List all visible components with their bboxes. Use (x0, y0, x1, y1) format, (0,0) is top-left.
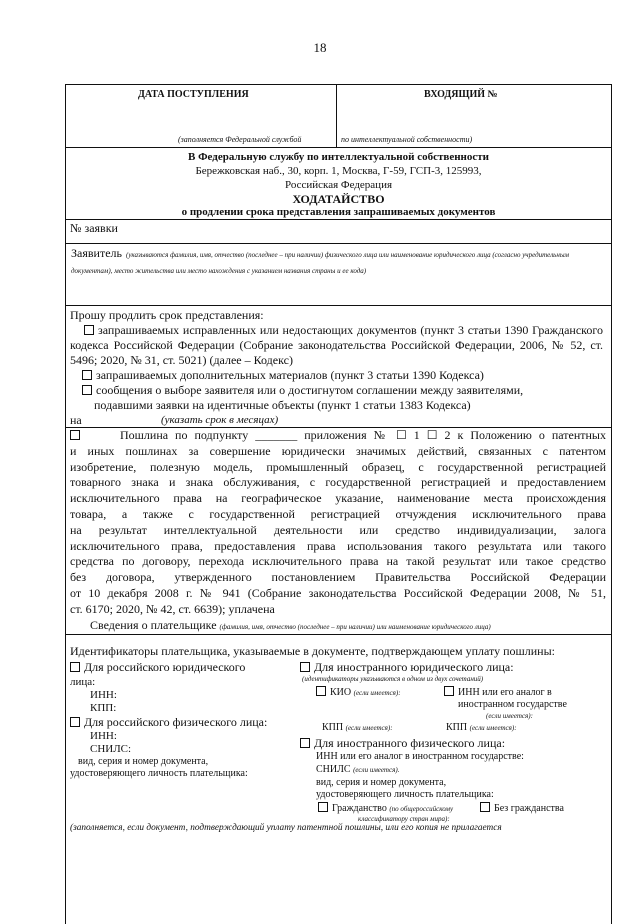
applicant-section (66, 246, 611, 278)
address-line-1: В Федеральную службу по интеллектуальной собственности (187, 151, 489, 163)
page-number: 18 (313, 40, 327, 55)
checkbox-kio[interactable] (316, 686, 326, 696)
fee-line-1: Пошлина по подпункту _______ приложения № ☐ 1 ☐ 2 к Положению о патентных (70, 428, 606, 444)
fee-line-8: исключительного права, предоставления права использования такого результата или такого (70, 538, 606, 553)
fee-line-10: без договора, утвержденного постановлением Правительства Российской Федерации (70, 570, 606, 585)
option-3-text-1: сообщения о выборе заявителя или о достигнутом соглашении между заявителями, (96, 383, 524, 397)
ru-legal-label-2: лица: (70, 676, 96, 688)
fee-line-3: изобретение, полезную модель, промышленный образец, с государственной регистрацией (70, 459, 606, 474)
checkbox-citizenship[interactable] (318, 802, 328, 812)
payer-note: (фамилия, имя, отчество (последнее – при наличии) или наименование юридического лица) (219, 622, 491, 631)
inn-foreign-label: ИНН или его аналог в (458, 687, 552, 698)
checkbox-inn-foreign[interactable] (444, 686, 454, 696)
kpp-foreign-1-label: КПП (322, 722, 344, 733)
fee-line-11: от 10 декабря 2008 г. № 941 (Собрание законодательства Российской Федерации 2008, № 51, (70, 585, 606, 600)
fee-line-6: товара, а также с государственной регистрацией отчуждения исключительного права (70, 506, 606, 521)
fee-line-2: и иных пошлинах за совершение юридически значимых действий, связанных с патентом (70, 443, 606, 458)
applicant-label: Заявитель (71, 246, 122, 260)
foreign-legal-option[interactable] (300, 660, 514, 675)
checkbox-option-2[interactable] (82, 370, 92, 380)
kpp-foreign-2-note: (если имеется): (469, 724, 517, 732)
divider (66, 305, 611, 306)
fee-line-4: товарного знака и знака обслуживания, с государственной регистрацией и предоставлением (70, 475, 606, 490)
foreign-legal-note: (идентификаторы указываются в одном из двух сочетаний) (302, 675, 484, 683)
checkbox-ru-legal[interactable] (70, 662, 80, 672)
address-line-2: Бережковская наб., 30, корп. 1, Москва, Г-59, ГСП-3, 125993, (195, 165, 482, 177)
foreign-person-inn: ИНН или его аналог в иностранном государстве: (316, 751, 524, 762)
ru-legal-inn: ИНН: (90, 689, 117, 701)
petition-form (65, 84, 612, 924)
option-2-text: запрашиваемых дополнительных материалов (пункт 3 статьи 1390 Кодекса) (96, 368, 484, 382)
checkbox-ru-person[interactable] (70, 717, 80, 727)
ru-legal-kpp: КПП: (90, 702, 117, 714)
divider (66, 219, 611, 220)
extension-intro: Прошу продлить срок представления: (70, 308, 264, 322)
ru-person-snils: СНИЛС: (90, 743, 132, 755)
foreign-legal-label: Для иностранного юридического лица: (314, 660, 514, 674)
fee-line-9: средства по договору, перехода исключительного права на такой результат или такое средство (70, 554, 606, 569)
kpp-foreign-2 (446, 722, 517, 733)
citizenship-note: (по общероссийскому (389, 805, 454, 813)
payer-info (70, 618, 606, 636)
foreign-person-doc-2: удостоверяющего личность плательщика: (316, 789, 494, 800)
inn-foreign-note: (если имеется): (486, 712, 533, 720)
citizenship-option[interactable] (318, 802, 453, 814)
kpp-foreign-1-note: (если имеется): (345, 724, 393, 732)
ru-legal-label: Для российского юридического (84, 660, 246, 674)
inn-foreign-label-2: иностранном государстве (458, 699, 567, 710)
stateless-label: Без гражданства (494, 803, 564, 814)
option-1-text: запрашиваемых исправленных или недостающих документов (пункт 3 статьи 1390 Гражданского кодекса Российской Федерации (Собрание законодательства Российской Федерации, 2006, № 52, ст. 5496; 2020, № 31, ст. 5021) (далее – Кодекс) (70, 323, 603, 367)
checkbox-foreign-person[interactable] (300, 738, 310, 748)
kio-note: (если имеется): (353, 689, 401, 697)
kpp-foreign-1 (322, 722, 393, 733)
foreign-person-snils-note: (если имеется). (353, 766, 400, 774)
term-prefix: на (70, 413, 82, 427)
petition-subtitle: о продлении срока представления запрашиваемых документов (181, 206, 496, 218)
bottom-note: (заполняется, если документ, подтверждающий уплату патентной пошлины, или его копия не прилагается (70, 823, 502, 833)
foreign-person-snils-label: СНИЛС (316, 764, 351, 775)
fee-checkbox[interactable] (70, 430, 80, 440)
ru-person-label: Для российского физического лица: (84, 715, 268, 729)
address-line-3: Российская Федерация (284, 179, 393, 191)
fee-line-7: на результат интеллектуальной деятельности или средство индивидуализации, залога (70, 522, 606, 537)
petition-title: ХОДАТАЙСТВО (292, 192, 385, 206)
divider (66, 147, 611, 148)
checkbox-option-3[interactable] (82, 385, 92, 395)
applicant-note: (указываются фамилия, имя, отчество (последнее – при наличии) физического лица или наименование юридического лица (согласно учредительным документам), место жительства или место нахождения с указанием названия страны и ее кода) (71, 251, 570, 275)
payer-ids-intro: Идентификаторы плательщика, указываемые в документе, подтверждающем уплату пошлины: (70, 644, 555, 658)
divider (66, 634, 611, 635)
fee-line-12: ст. 6170; 2020, № 42, ст. 6639); уплачена (70, 601, 275, 616)
incoming-number-label: ВХОДЯЩИЙ № (424, 89, 498, 100)
fill-note-right: по интеллектуальной собственности) (341, 135, 473, 144)
kpp-foreign-2-label: КПП (446, 722, 468, 733)
foreign-person-option[interactable] (300, 736, 505, 751)
ru-legal-option[interactable] (70, 660, 245, 675)
option-3-text-2: подавшими заявки на идентичные объекты (пункт 1 статьи 1383 Кодекса) (94, 398, 471, 412)
citizenship-label: Гражданство (332, 803, 387, 814)
checkbox-foreign-legal[interactable] (300, 662, 310, 672)
extension-option-1[interactable] (66, 323, 611, 368)
kio-option[interactable] (316, 686, 401, 698)
ru-person-option[interactable] (70, 715, 267, 730)
ru-person-doc-1: вид, серия и номер документа, (78, 756, 209, 767)
header-divider (336, 85, 337, 147)
extension-option-2[interactable] (82, 368, 484, 383)
checkbox-option-1[interactable] (84, 325, 94, 335)
application-number-label: № заявки (70, 221, 118, 235)
foreign-person-snils (316, 764, 399, 775)
kio-label: КИО (330, 687, 352, 698)
inn-foreign-option[interactable] (444, 686, 552, 698)
classifier-note: классификатору стран мира): (358, 815, 450, 823)
extension-option-3[interactable] (82, 383, 523, 398)
ru-person-doc-2: удостоверяющего личность плательщика: (70, 768, 248, 779)
fee-line-5: исключительного права на географическое указание, наименование места происхождения (70, 491, 606, 506)
foreign-person-label: Для иностранного физического лица: (314, 736, 506, 750)
ru-person-inn: ИНН: (90, 730, 117, 742)
fill-note-left: (заполняется Федеральной службой (178, 135, 302, 144)
divider (66, 243, 611, 244)
stateless-option[interactable] (480, 802, 564, 814)
foreign-person-doc-1: вид, серия и номер документа, (316, 777, 447, 788)
term-note: (указать срок в месяцах) (161, 414, 279, 426)
payer-label: Сведения о плательщике (90, 617, 217, 632)
checkbox-stateless[interactable] (480, 802, 490, 812)
fee-section (66, 428, 611, 635)
date-received-label: ДАТА ПОСТУПЛЕНИЯ (138, 89, 249, 100)
receipt-header (66, 85, 611, 147)
